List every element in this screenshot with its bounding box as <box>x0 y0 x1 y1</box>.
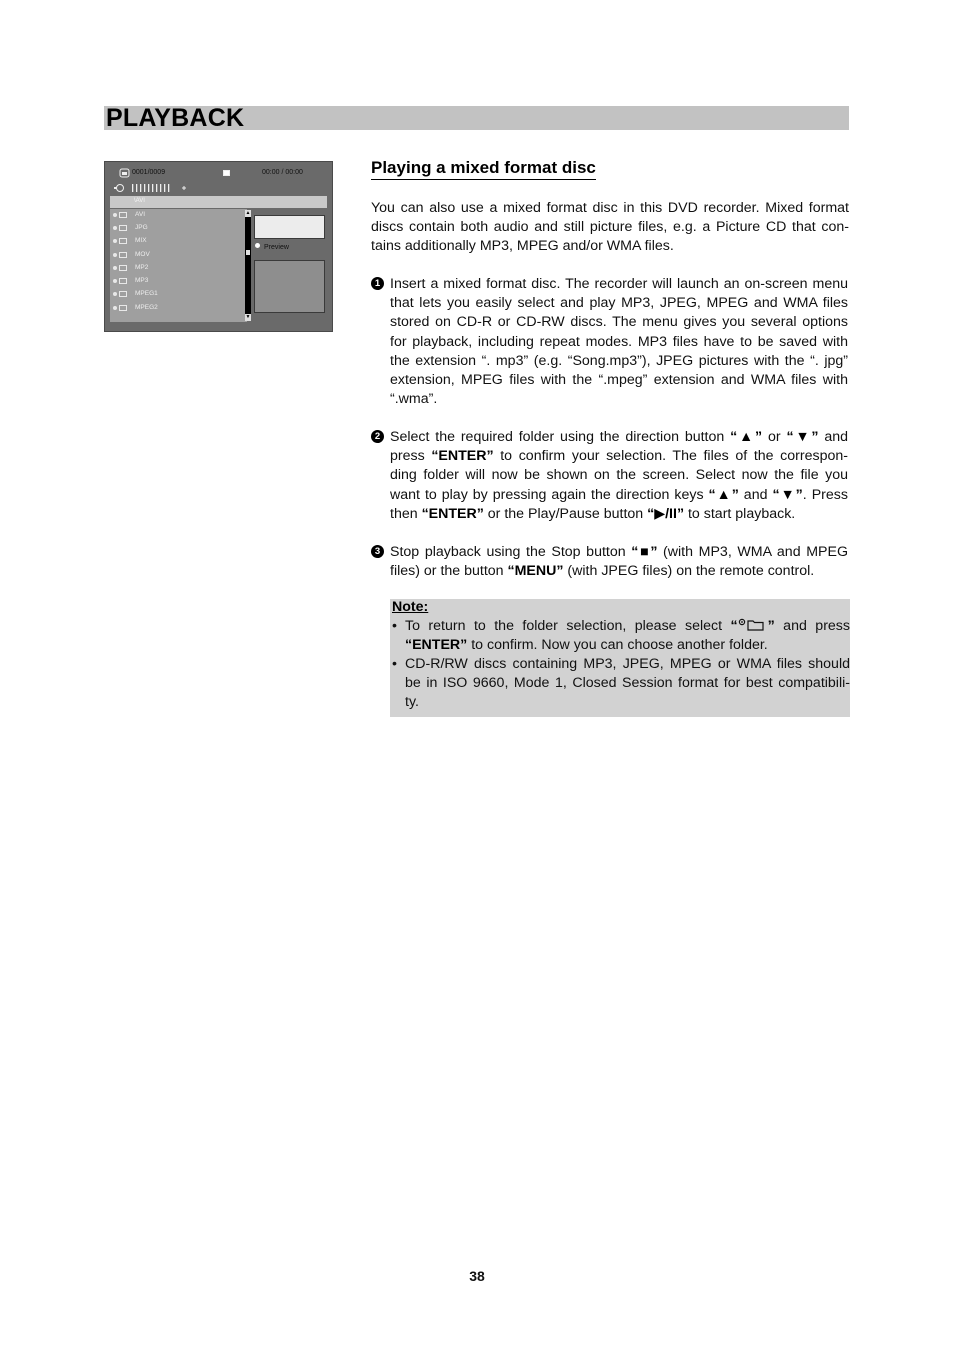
list-item[interactable]: MIX <box>110 236 247 249</box>
disc-dot-icon <box>113 306 117 310</box>
header-bar <box>104 106 849 130</box>
preview-info-box <box>254 215 325 239</box>
osd-time: 00:00 / 00:00 <box>262 169 303 176</box>
step-body <box>390 428 848 524</box>
preview-radio-icon[interactable] <box>255 243 260 248</box>
disc-dot-icon <box>113 253 117 257</box>
text-line: that lets you easily select and play MP3, JPEG, MPEG and WMA files <box>390 295 848 312</box>
preview-window <box>254 260 325 313</box>
text-line: discs contain both audio and still picture files, e.g. a Picture CD that con- <box>371 219 849 236</box>
text-line: files) or the button “MENU” (with JPEG files) on the remote control. <box>390 563 815 580</box>
disc-dot-icon <box>113 279 117 283</box>
text-line: Insert a mixed format disc. The recorder will launch an on-screen menu <box>390 276 848 292</box>
note-text <box>405 617 850 655</box>
text-line: extension, MPEG files with the “.mpeg” extension and WMA files with <box>390 372 848 389</box>
step-body <box>390 275 848 409</box>
volume-bar-icon <box>112 183 192 193</box>
text-line: To return to the folder selection, please select “ ” and press <box>405 618 850 634</box>
folder-icon <box>119 212 127 218</box>
text-line: “.wma”. <box>390 391 438 408</box>
text-line: tains additionally MP3, MPEG and/or WMA files. <box>371 238 674 255</box>
page-title: PLAYBACK <box>106 104 245 132</box>
disc-folder-icon <box>738 618 768 631</box>
text-line: then “ENTER” or the Play/Pause button “▶/II” to start playback. <box>390 505 796 522</box>
text-line: ding folder will now be shown on the screen. Select now the file you <box>390 467 848 484</box>
list-item[interactable]: AVI <box>110 210 247 223</box>
osd-counter: 0001/0009 <box>132 169 166 176</box>
text-line: press “ENTER” to confirm your selection. The files of the correspon- <box>390 448 848 465</box>
step-body <box>390 543 848 581</box>
folder-icon <box>119 265 127 271</box>
bullet: • <box>392 656 397 672</box>
text-line: “ENTER” to confirm. Now you can choose another folder. <box>405 637 768 654</box>
folder-icon <box>119 291 127 297</box>
list-item[interactable]: MOV <box>110 250 247 263</box>
page-number: 38 <box>469 1268 485 1284</box>
disc-dot-icon <box>113 213 117 217</box>
text-line: want to play by pressing again the direction keys “▲” and “▼”. Press <box>390 486 848 503</box>
text-line: CD-R/RW discs containing MP3, JPEG, MPEG or WMA files should <box>405 656 850 672</box>
section-title: Playing a mixed format disc <box>371 158 596 180</box>
text-line: ty. <box>405 694 419 711</box>
disc-dot-icon <box>113 239 117 243</box>
list-item[interactable]: MP2 <box>110 263 247 276</box>
intro-paragraph <box>371 199 849 257</box>
note-box <box>390 599 850 717</box>
text-line: be in ISO 9660, Mode 1, Closed Session format for best compatibili- <box>405 675 850 692</box>
text-line: Stop playback using the Stop button “■” (with MP3, WMA and MPEG <box>390 544 848 560</box>
note-text <box>405 655 850 713</box>
text-line: You can also use a mixed format disc in this DVD recorder. Mixed format <box>371 200 849 216</box>
folder-icon <box>119 225 127 231</box>
note-title: Note: <box>392 599 429 615</box>
list-item[interactable]: MPEG1 <box>110 289 247 302</box>
step-number-badge: 3 <box>371 545 384 558</box>
text-line: stored on CD-R or CD-RW discs. The menu gives you several options <box>390 314 848 331</box>
list-item[interactable]: MPEG2 <box>110 303 247 316</box>
osd-path: \AVI <box>134 198 145 204</box>
osd-folder-list[interactable] <box>110 209 247 322</box>
bullet: • <box>392 618 397 634</box>
text-line: the extension “. mp3” (e.g. “Song.mp3”), JPEG pictures with the “. jpg” <box>390 352 848 369</box>
list-item[interactable]: JPG <box>110 223 247 236</box>
disc-dot-icon <box>113 292 117 296</box>
scroll-down-icon[interactable]: ▼ <box>245 314 251 320</box>
preview-label: Preview <box>264 244 289 251</box>
osd-path-bar <box>110 196 327 208</box>
list-item[interactable]: MP3 <box>110 276 247 289</box>
disc-icon <box>119 168 130 178</box>
osd-scrollbar[interactable] <box>245 210 251 321</box>
step-number-badge: 1 <box>371 277 384 290</box>
folder-icon <box>119 278 127 284</box>
folder-icon <box>119 305 127 311</box>
disc-dot-icon <box>113 266 117 270</box>
scroll-up-icon[interactable]: ▲ <box>245 210 251 216</box>
disc-dot-icon <box>113 226 117 230</box>
text-line: for playback, including repeat modes. MP3 files have to be saved with <box>390 333 848 350</box>
text-line: Select the required folder using the direction button “▲” or “▼” and <box>390 429 848 445</box>
scroll-thumb[interactable] <box>246 250 250 255</box>
step-number-badge: 2 <box>371 430 384 443</box>
folder-icon <box>119 252 127 258</box>
folder-icon <box>119 238 127 244</box>
stop-indicator-icon <box>223 170 230 176</box>
